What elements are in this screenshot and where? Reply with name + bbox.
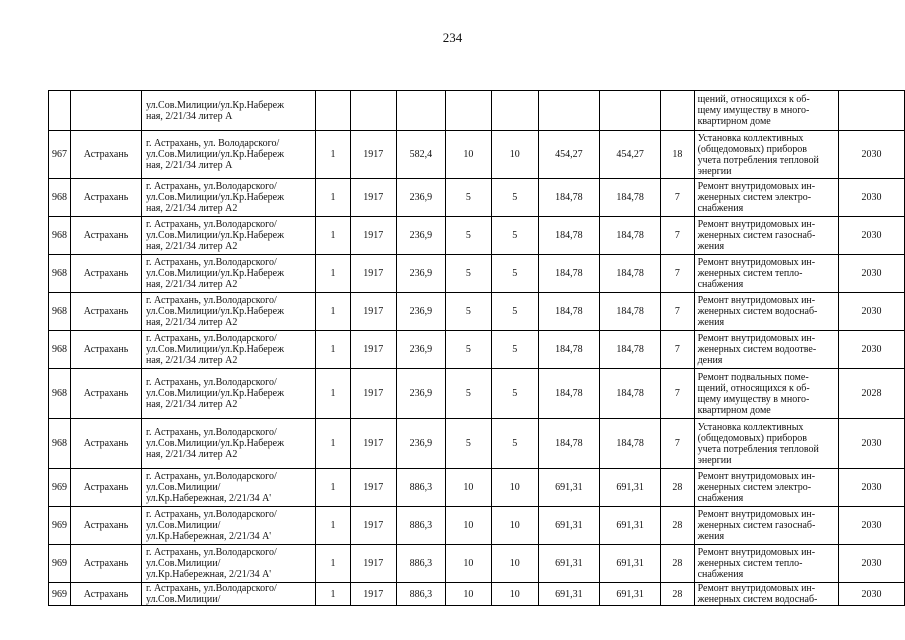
value-b-cell: 5 [491, 419, 538, 469]
value-a-cell: 10 [445, 545, 491, 583]
row-number: 968 [49, 331, 71, 369]
address-cell-line: ная, 2/21/34 литер А2 [146, 399, 238, 410]
year-cell [350, 91, 396, 131]
address-cell-line: ул.Кр.Набережная, 2/21/34 А' [146, 493, 272, 504]
work-type-cell-line: Ремонт внутридомовых ин- [697, 547, 816, 558]
floors-cell: 1 [316, 331, 351, 369]
table-row [49, 419, 905, 469]
address-cell-line: г. Астрахань, ул.Володарского/ [146, 219, 277, 230]
year-cell: 1917 [350, 217, 396, 255]
address-cell [142, 91, 316, 131]
work-type-cell-line: Установка коллективных [697, 132, 804, 144]
floors-cell [316, 91, 351, 131]
city-cell: Астрахань [71, 131, 142, 179]
address-cell [142, 217, 316, 255]
address-cell-line: ул.Сов.Милиции/ [146, 558, 221, 569]
address-cell [142, 419, 316, 469]
address-cell-line: ул.Сов.Милиции/ул.Кр.Набереж [146, 388, 284, 399]
value-c-cell: 184,78 [538, 217, 599, 255]
work-type-cell-line: щему имуществу в много- [697, 105, 810, 116]
value-e-cell: 7 [661, 179, 694, 217]
work-type-cell-line: энергии [697, 165, 732, 177]
work-type-cell-line: Ремонт подвальных поме- [697, 371, 809, 383]
floors-cell: 1 [316, 419, 351, 469]
year-cell: 1917 [350, 131, 396, 179]
value-c-cell: 184,78 [538, 369, 599, 419]
plan-year-cell: 2030 [838, 331, 904, 369]
row-number: 969 [49, 583, 71, 606]
value-a-cell: 5 [445, 369, 491, 419]
value-e-cell: 7 [661, 419, 694, 469]
city-cell: Астрахань [71, 255, 142, 293]
value-a-cell: 5 [445, 179, 491, 217]
address-cell-line: г. Астрахань, ул.Володарского/ [146, 547, 277, 558]
address-cell [142, 507, 316, 545]
work-type-cell [694, 131, 838, 179]
floors-cell: 1 [316, 217, 351, 255]
address-cell-line: ная, 2/21/34 литер А2 [146, 317, 238, 328]
value-b-cell [491, 91, 538, 131]
work-type-cell-line: Ремонт внутридомовых ин- [697, 257, 816, 268]
area-cell: 236,9 [396, 331, 445, 369]
work-type-cell-line: щений, относящихся к об- [697, 94, 810, 105]
address-cell-line: г. Астрахань, ул.Володарского/ [146, 583, 277, 594]
work-type-cell-line: женерных систем электро- [697, 192, 812, 203]
value-e-cell: 28 [661, 469, 694, 507]
work-type-cell-line: учета потребления тепловой [697, 443, 819, 455]
city-cell [71, 91, 142, 131]
value-b-cell: 10 [491, 583, 538, 606]
work-type-cell-line: щему имуществу в много- [697, 393, 810, 405]
city-cell: Астрахань [71, 293, 142, 331]
row-number: 968 [49, 179, 71, 217]
work-type-cell-line: женерных систем газоснаб- [697, 230, 816, 241]
row-number: 969 [49, 507, 71, 545]
address-cell-line: ул.Сов.Милиции/ул.Кр.Набереж [146, 99, 284, 111]
row-number: 968 [49, 217, 71, 255]
value-b-cell: 5 [491, 293, 538, 331]
plan-year-cell: 2030 [838, 293, 904, 331]
area-cell: 886,3 [396, 507, 445, 545]
value-e-cell: 18 [661, 131, 694, 179]
floors-cell: 1 [316, 131, 351, 179]
value-a-cell: 5 [445, 419, 491, 469]
plan-year-cell: 2028 [838, 369, 904, 419]
value-d-cell: 184,78 [600, 255, 661, 293]
year-cell: 1917 [350, 331, 396, 369]
city-cell: Астрахань [71, 217, 142, 255]
area-cell: 236,9 [396, 293, 445, 331]
work-type-cell-line: дения [697, 355, 723, 366]
value-b-cell: 5 [491, 255, 538, 293]
value-c-cell: 691,31 [538, 583, 599, 606]
work-type-cell [694, 369, 838, 419]
plan-year-cell: 2030 [838, 255, 904, 293]
work-type-cell [694, 331, 838, 369]
work-type-cell-line: Ремонт внутридомовых ин- [697, 219, 816, 230]
value-e-cell: 28 [661, 507, 694, 545]
value-c-cell: 184,78 [538, 179, 599, 217]
area-cell: 236,9 [396, 179, 445, 217]
value-d-cell: 691,31 [600, 545, 661, 583]
floors-cell: 1 [316, 293, 351, 331]
table-row [49, 469, 905, 507]
row-number: 968 [49, 255, 71, 293]
city-cell: Астрахань [71, 583, 142, 606]
work-type-cell-line: Ремонт внутридомовых ин- [697, 181, 816, 192]
work-type-cell-line: Ремонт внутридомовых ин- [697, 471, 816, 482]
address-cell-line: ул.Кр.Набережная, 2/21/34 А' [146, 569, 272, 580]
work-type-cell-line: женерных систем водоотве- [697, 344, 817, 355]
work-type-cell-line: жения [697, 241, 725, 252]
value-c-cell [538, 91, 599, 131]
value-d-cell: 184,78 [600, 179, 661, 217]
floors-cell: 1 [316, 507, 351, 545]
work-type-cell [694, 179, 838, 217]
plan-year-cell: 2030 [838, 217, 904, 255]
area-cell: 886,3 [396, 583, 445, 606]
value-b-cell: 5 [491, 369, 538, 419]
work-type-cell-line: жения [697, 317, 725, 328]
work-type-cell-line: Установка коллективных [697, 421, 804, 433]
work-type-cell-line: женерных систем водоснаб- [697, 306, 818, 317]
table-row [49, 583, 905, 606]
address-cell [142, 583, 316, 606]
year-cell: 1917 [350, 255, 396, 293]
plan-year-cell: 2030 [838, 469, 904, 507]
address-cell-line: г. Астрахань, ул.Володарского/ [146, 257, 277, 268]
year-cell: 1917 [350, 583, 396, 606]
value-e-cell: 28 [661, 545, 694, 583]
value-a-cell: 10 [445, 131, 491, 179]
work-type-cell-line: женерных систем газоснаб- [697, 520, 816, 531]
value-b-cell: 10 [491, 507, 538, 545]
address-cell-line: г. Астрахань, ул.Володарского/ [146, 181, 277, 192]
work-type-cell-line: Ремонт внутридомовых ин- [697, 295, 816, 306]
value-d-cell: 184,78 [600, 369, 661, 419]
table-row [49, 131, 905, 179]
area-cell: 886,3 [396, 545, 445, 583]
table-row [49, 331, 905, 369]
value-e-cell: 7 [661, 217, 694, 255]
value-c-cell: 184,78 [538, 255, 599, 293]
city-cell: Астрахань [71, 331, 142, 369]
work-type-cell [694, 255, 838, 293]
address-cell-line: ул.Кр.Набережная, 2/21/34 А' [146, 531, 272, 542]
table-row [49, 369, 905, 419]
area-cell [396, 91, 445, 131]
work-type-cell-line: Ремонт внутридомовых ин- [697, 333, 816, 344]
year-cell: 1917 [350, 369, 396, 419]
address-cell-line: г. Астрахань, ул.Володарского/ [146, 377, 277, 388]
row-number: 968 [49, 293, 71, 331]
work-type-cell [694, 507, 838, 545]
value-e-cell: 7 [661, 255, 694, 293]
work-type-cell-line: женерных систем тепло- [697, 558, 803, 569]
work-type-cell-line: женерных систем электро- [697, 482, 812, 493]
value-c-cell: 454,27 [538, 131, 599, 179]
work-type-cell-line: Ремонт внутридомовых ин- [697, 509, 816, 520]
area-cell: 886,3 [396, 469, 445, 507]
floors-cell: 1 [316, 369, 351, 419]
work-type-cell-line: женерных систем тепло- [697, 268, 803, 279]
value-d-cell: 184,78 [600, 293, 661, 331]
address-cell-line: г. Астрахань, ул.Володарского/ [146, 471, 277, 482]
work-type-cell-line: снабжения [697, 493, 744, 504]
work-type-cell-line: учета потребления тепловой [697, 154, 819, 166]
address-cell-line: ная, 2/21/34 литер А2 [146, 449, 238, 460]
work-type-cell [694, 545, 838, 583]
address-cell-line: ул.Сов.Милиции/ [146, 520, 221, 531]
year-cell: 1917 [350, 293, 396, 331]
value-b-cell: 10 [491, 131, 538, 179]
row-number: 968 [49, 369, 71, 419]
address-cell-line: ная, 2/21/34 литер А2 [146, 355, 238, 366]
address-cell [142, 331, 316, 369]
plan-year-cell: 2030 [838, 545, 904, 583]
year-cell: 1917 [350, 179, 396, 217]
area-cell: 236,9 [396, 369, 445, 419]
plan-year-cell: 2030 [838, 419, 904, 469]
row-number: 968 [49, 419, 71, 469]
address-cell-line: ная, 2/21/34 литер А [146, 160, 233, 171]
work-type-cell-line: (общедомовых) приборов [697, 143, 808, 155]
area-cell: 582,4 [396, 131, 445, 179]
address-cell-line: ул.Сов.Милиции/ул.Кр.Набереж [146, 149, 284, 160]
plan-year-cell: 2030 [838, 179, 904, 217]
city-cell: Астрахань [71, 369, 142, 419]
year-cell: 1917 [350, 507, 396, 545]
plan-year-cell [838, 91, 904, 131]
work-type-cell [694, 217, 838, 255]
work-type-cell [694, 293, 838, 331]
repair-program-table [48, 90, 905, 606]
work-type-cell [694, 419, 838, 469]
value-c-cell: 691,31 [538, 507, 599, 545]
value-d-cell: 454,27 [600, 131, 661, 179]
value-e-cell: 7 [661, 369, 694, 419]
city-cell: Астрахань [71, 179, 142, 217]
work-type-cell-line: снабжения [697, 569, 744, 580]
floors-cell: 1 [316, 179, 351, 217]
value-c-cell: 691,31 [538, 545, 599, 583]
value-a-cell: 10 [445, 583, 491, 606]
area-cell: 236,9 [396, 419, 445, 469]
address-cell-line: г. Астрахань, ул.Володарского/ [146, 333, 277, 344]
work-type-cell-line: Ремонт внутридомовых ин- [697, 583, 816, 594]
address-cell-line: г. Астрахань, ул.Володарского/ [146, 427, 277, 438]
value-d-cell: 184,78 [600, 217, 661, 255]
value-e-cell [661, 91, 694, 131]
row-number: 969 [49, 545, 71, 583]
row-number: 967 [49, 131, 71, 179]
address-cell-line: ул.Сов.Милиции/ул.Кр.Набереж [146, 192, 284, 203]
address-cell-line: ул.Сов.Милиции/ул.Кр.Набереж [146, 230, 284, 241]
table-row [49, 91, 905, 131]
value-d-cell: 691,31 [600, 507, 661, 545]
value-e-cell: 28 [661, 583, 694, 606]
value-b-cell: 5 [491, 331, 538, 369]
row-number [49, 91, 71, 131]
plan-year-cell: 2030 [838, 507, 904, 545]
value-d-cell [600, 91, 661, 131]
city-cell: Астрахань [71, 545, 142, 583]
area-cell: 236,9 [396, 217, 445, 255]
work-type-cell-line: жения [697, 531, 725, 542]
address-cell [142, 293, 316, 331]
value-c-cell: 184,78 [538, 293, 599, 331]
address-cell-line: ул.Сов.Милиции/ул.Кр.Набереж [146, 306, 284, 317]
floors-cell: 1 [316, 255, 351, 293]
year-cell: 1917 [350, 545, 396, 583]
value-a-cell: 5 [445, 331, 491, 369]
table-row [49, 255, 905, 293]
value-c-cell: 184,78 [538, 419, 599, 469]
floors-cell: 1 [316, 545, 351, 583]
value-c-cell: 691,31 [538, 469, 599, 507]
address-cell-line: ул.Сов.Милиции/ [146, 594, 221, 605]
address-cell-line: ная, 2/21/34 литер А2 [146, 241, 238, 252]
table-row [49, 179, 905, 217]
work-type-cell-line: женерных систем водоснаб- [697, 594, 818, 605]
address-cell [142, 545, 316, 583]
address-cell-line: ул.Сов.Милиции/ [146, 482, 221, 493]
value-b-cell: 10 [491, 469, 538, 507]
city-cell: Астрахань [71, 419, 142, 469]
value-e-cell: 7 [661, 293, 694, 331]
address-cell-line: ул.Сов.Милиции/ул.Кр.Набереж [146, 438, 284, 449]
year-cell: 1917 [350, 419, 396, 469]
address-cell-line: ная, 2/21/34 литер А2 [146, 279, 238, 290]
address-cell-line: ная, 2/21/34 литер А [146, 110, 233, 122]
table-body [49, 91, 905, 606]
table-row [49, 293, 905, 331]
floors-cell: 1 [316, 583, 351, 606]
value-b-cell: 5 [491, 217, 538, 255]
address-cell [142, 179, 316, 217]
value-e-cell: 7 [661, 331, 694, 369]
plan-year-cell: 2030 [838, 583, 904, 606]
address-cell-line: ная, 2/21/34 литер А2 [146, 203, 238, 214]
address-cell-line: г. Астрахань, ул. Володарского/ [146, 138, 280, 149]
value-d-cell: 691,31 [600, 583, 661, 606]
city-cell: Астрахань [71, 507, 142, 545]
value-d-cell: 691,31 [600, 469, 661, 507]
address-cell [142, 255, 316, 293]
plan-year-cell: 2030 [838, 131, 904, 179]
address-cell-line: ул.Сов.Милиции/ул.Кр.Набереж [146, 344, 284, 355]
work-type-cell [694, 583, 838, 606]
work-type-cell-line: щений, относящихся к об- [697, 382, 810, 394]
work-type-cell [694, 469, 838, 507]
value-a-cell: 10 [445, 469, 491, 507]
table-row [49, 507, 905, 545]
value-a-cell: 10 [445, 507, 491, 545]
address-cell [142, 469, 316, 507]
value-c-cell: 184,78 [538, 331, 599, 369]
address-cell-line: г. Астрахань, ул.Володарского/ [146, 509, 277, 520]
address-cell-line: г. Астрахань, ул.Володарского/ [146, 295, 277, 306]
value-a-cell [445, 91, 491, 131]
city-cell: Астрахань [71, 469, 142, 507]
work-type-cell-line: снабжения [697, 279, 744, 290]
value-d-cell: 184,78 [600, 331, 661, 369]
page-number: 234 [442, 30, 463, 45]
work-type-cell [694, 91, 838, 131]
table-row [49, 217, 905, 255]
work-type-cell-line: квартирном доме [697, 116, 771, 127]
row-number: 969 [49, 469, 71, 507]
table-row [49, 545, 905, 583]
value-a-cell: 5 [445, 255, 491, 293]
address-cell [142, 369, 316, 419]
area-cell: 236,9 [396, 255, 445, 293]
floors-cell: 1 [316, 469, 351, 507]
work-type-cell-line: энергии [697, 454, 732, 466]
value-b-cell: 5 [491, 179, 538, 217]
work-type-cell-line: снабжения [697, 203, 744, 214]
value-a-cell: 5 [445, 293, 491, 331]
address-cell-line: ул.Сов.Милиции/ул.Кр.Набереж [146, 268, 284, 279]
value-d-cell: 184,78 [600, 419, 661, 469]
work-type-cell-line: (общедомовых) приборов [697, 432, 808, 444]
value-a-cell: 5 [445, 217, 491, 255]
year-cell: 1917 [350, 469, 396, 507]
address-cell [142, 131, 316, 179]
work-type-cell-line: квартирном доме [697, 404, 771, 416]
value-b-cell: 10 [491, 545, 538, 583]
